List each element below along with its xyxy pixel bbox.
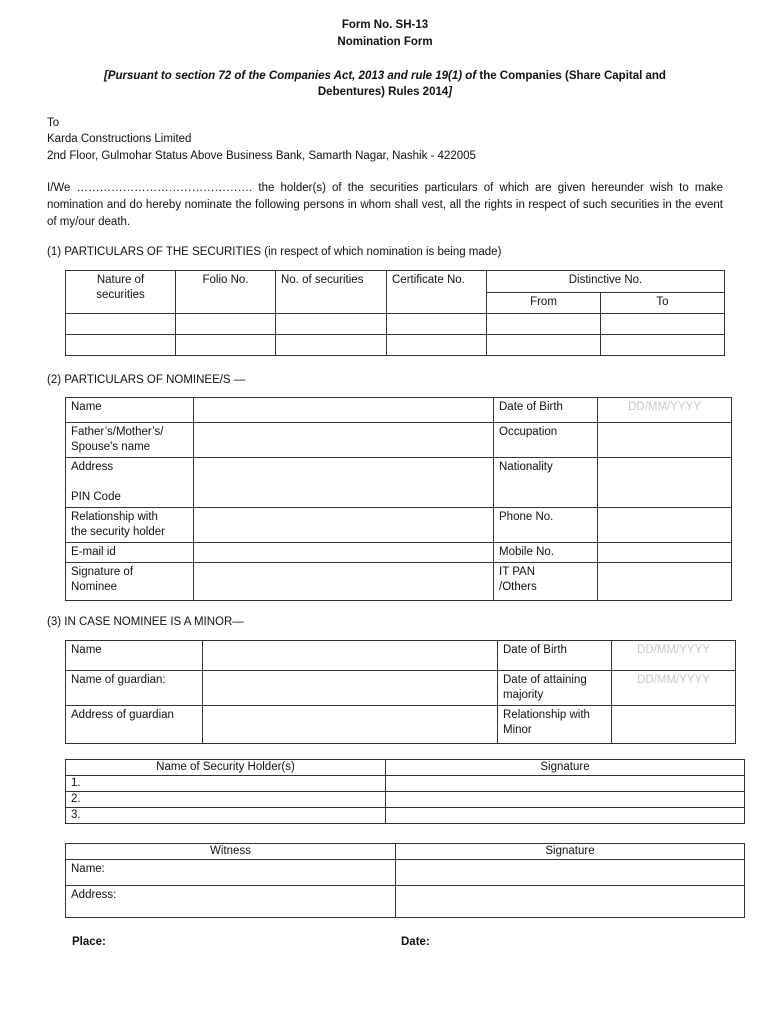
minor-name-field[interactable]	[203, 641, 498, 671]
col-to: To	[601, 293, 725, 314]
witness-name-field[interactable]: Name:	[66, 860, 396, 886]
cell-input[interactable]	[66, 314, 176, 335]
phone-label: Phone No.	[494, 508, 598, 543]
guardian-address-label: Address of guardian	[66, 706, 203, 744]
date-label: Date:	[401, 936, 430, 948]
nominee-dob-label: Date of Birth	[494, 398, 598, 423]
holder-row-1[interactable]: 1.	[66, 776, 386, 792]
cell-input[interactable]	[601, 335, 725, 356]
witness-table	[65, 843, 745, 918]
nominee-signature-field[interactable]	[194, 563, 494, 601]
nationality-field[interactable]	[598, 458, 732, 508]
form-number: Form No. SH-13	[341, 19, 429, 31]
nominee-name-field[interactable]	[194, 398, 494, 423]
col-from: From	[487, 293, 601, 314]
mobile-field[interactable]	[598, 543, 732, 563]
col-folio: Folio No.	[176, 271, 276, 314]
section3-heading: (3) IN CASE NOMINEE IS A MINOR—	[47, 616, 244, 628]
holder-signature-header: Signature	[386, 760, 745, 776]
cell-input[interactable]	[176, 335, 276, 356]
witness-signature-header: Signature	[396, 844, 745, 860]
nominee-dob-field[interactable]: DD/MM/YYYY	[598, 398, 732, 423]
cell-input[interactable]	[276, 335, 387, 356]
cell-input[interactable]	[276, 314, 387, 335]
cell-input[interactable]	[176, 314, 276, 335]
section1-heading: (1) PARTICULARS OF THE SECURITIES (in respect of which nomination is being made)	[47, 246, 502, 258]
holder-signature-3[interactable]	[386, 808, 745, 824]
parent-name-label: Father’s/Mother’s/ Spouse’s name	[66, 423, 194, 458]
cell-input[interactable]	[601, 314, 725, 335]
cell-input[interactable]	[487, 335, 601, 356]
majority-date-label: Date of attaining majority	[498, 671, 612, 706]
address-label: Address PIN Code	[66, 458, 194, 508]
witness-header: Witness	[66, 844, 396, 860]
nationality-label: Nationality	[494, 458, 598, 508]
col-nature: Nature of securities	[66, 271, 176, 314]
guardian-name-label: Name of guardian:	[66, 671, 203, 706]
minor-name-label: Name	[66, 641, 203, 671]
form-title: Nomination Form	[337, 36, 433, 48]
pursuant-rest: the Companies (Share Capital and Debentures) Rules 2014	[317, 70, 666, 98]
intro-paragraph: I/We ………………………………………. the holder(s) of the securities particulars of which are given hereunder wish to make nomination and do hereby nominate the following persons in whom shall vest, all the rights in respect of such securities in the event of my/our death.	[47, 182, 723, 228]
minor-dob-label: Date of Birth	[498, 641, 612, 671]
holder-signature-1[interactable]	[386, 776, 745, 792]
itpan-label: IT PAN /Others	[494, 563, 598, 601]
pursuant-line	[70, 68, 700, 100]
guardian-address-field[interactable]	[203, 706, 498, 744]
guardian-name-field[interactable]	[203, 671, 498, 706]
occupation-field[interactable]	[598, 423, 732, 458]
holder-row-2[interactable]: 2.	[66, 792, 386, 808]
email-field[interactable]	[194, 543, 494, 563]
witness-address-signature[interactable]	[396, 886, 745, 918]
col-num-securities: No. of securities	[276, 271, 387, 314]
relationship-field[interactable]	[194, 508, 494, 543]
nominee-table	[65, 397, 732, 601]
securities-table	[65, 270, 725, 356]
cell-input[interactable]	[387, 314, 487, 335]
cell-input[interactable]	[387, 335, 487, 356]
place-label: Place:	[72, 936, 106, 948]
cell-input[interactable]	[487, 314, 601, 335]
holder-row-3[interactable]: 3.	[66, 808, 386, 824]
majority-date-field[interactable]: DD/MM/YYYY	[612, 671, 736, 706]
minor-relationship-field[interactable]	[612, 706, 736, 744]
nominee-signature-label: Signature of Nominee	[66, 563, 194, 601]
col-certificate: Certificate No.	[387, 271, 487, 314]
cell-input[interactable]	[66, 335, 176, 356]
to-label: To	[47, 117, 60, 129]
itpan-field[interactable]	[598, 563, 732, 601]
minor-dob-field[interactable]: DD/MM/YYYY	[612, 641, 736, 671]
company-name: Karda Constructions Limited	[47, 133, 192, 145]
phone-field[interactable]	[598, 508, 732, 543]
nominee-name-label: Name	[66, 398, 194, 423]
holder-signature-2[interactable]	[386, 792, 745, 808]
email-label: E-mail id	[66, 543, 194, 563]
occupation-label: Occupation	[494, 423, 598, 458]
witness-signature-field[interactable]	[396, 860, 745, 886]
relationship-label: Relationship with the security holder	[66, 508, 194, 543]
pursuant-italic: [Pursuant to section 72 of the Companies Act, 2013 and rule 19(1) of	[104, 70, 477, 82]
address-field[interactable]	[194, 458, 494, 508]
witness-address-field[interactable]: Address:	[66, 886, 396, 918]
section2-heading: (2) PARTICULARS OF NOMINEE/S —	[47, 374, 246, 386]
col-distinctive: Distinctive No.	[487, 271, 725, 293]
minor-relationship-label: Relationship with Minor	[498, 706, 612, 744]
mobile-label: Mobile No.	[494, 543, 598, 563]
holder-name-header: Name of Security Holder(s)	[66, 760, 386, 776]
pursuant-close: ]	[448, 86, 453, 98]
holders-table	[65, 759, 745, 824]
parent-name-field[interactable]	[194, 423, 494, 458]
company-address: 2nd Floor, Gulmohar Status Above Business Bank, Samarth Nagar, Nashik - 422005	[47, 150, 476, 162]
minor-table	[65, 640, 736, 744]
